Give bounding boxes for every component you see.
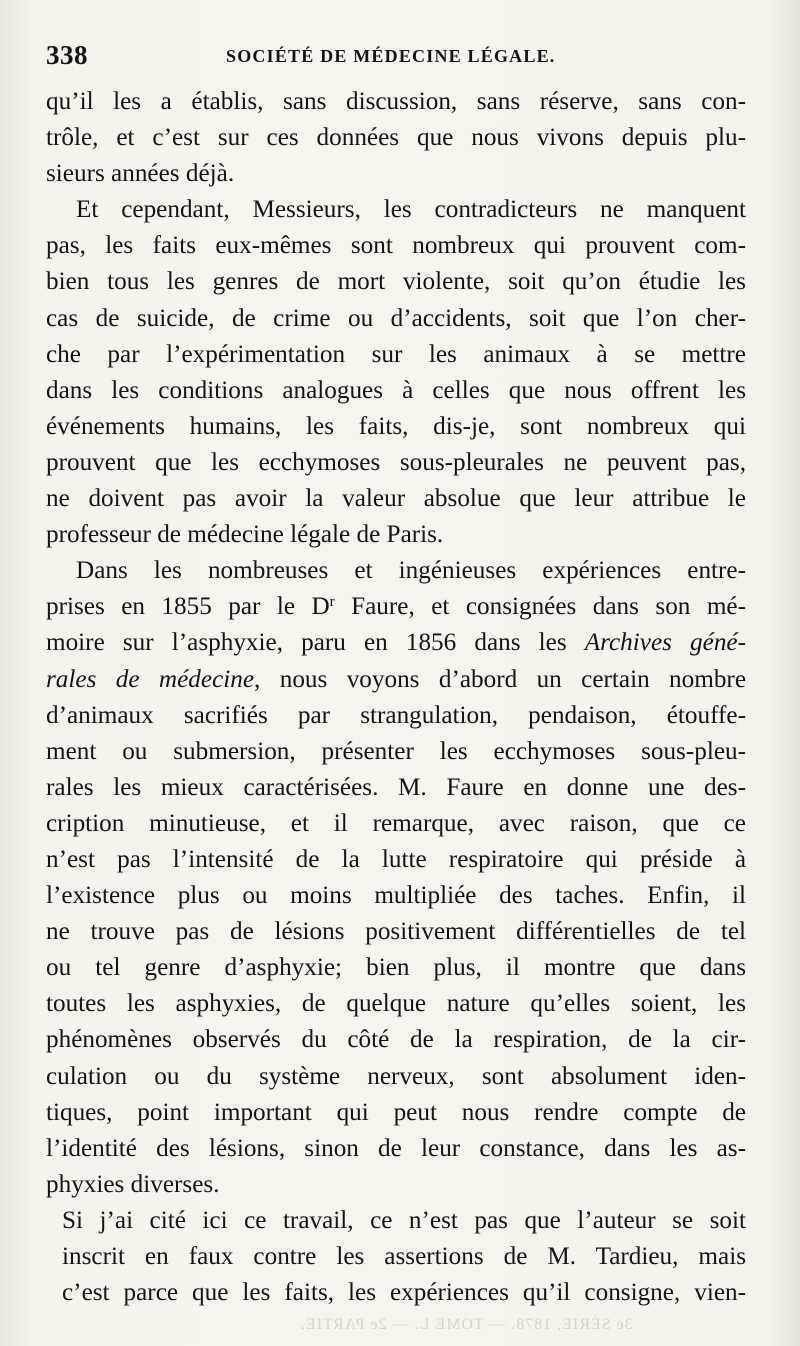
bleed-through-text: 3e SÉRIE, 1878. — TOME L. — 2e PARTIE.	[300, 1316, 633, 1333]
text-line: l’identité des lésions, sinon de leur constance, dans les as-	[46, 1134, 746, 1162]
journal-title: Archives géné-	[584, 629, 746, 657]
text-line: phénomènes observés du côté de la respiration, de la cir-	[46, 1026, 746, 1054]
text-line: cription minutieuse, et il remarque, avec raison, que ce	[46, 809, 746, 837]
paragraph-4	[46, 1203, 746, 1311]
text-line: moire sur l’asphyxie, paru en 1856 dans les Archives géné-	[46, 629, 746, 657]
paragraph-1	[46, 84, 746, 192]
body-text	[46, 84, 746, 1311]
text-line: d’animaux sacrifiés par strangulation, pendaison, étouffe-	[46, 701, 746, 729]
text-line: rales de médecine, nous voyons d’abord un certain nombre	[46, 665, 746, 693]
text-line: professeur de médecine légale de Paris.	[46, 521, 444, 549]
paragraph-3	[46, 553, 746, 1203]
journal-title: rales de médecine	[46, 665, 255, 693]
text-line: c’est parce que les faits, les expériences qu’il consigne, vien-	[62, 1279, 746, 1307]
text-line: qu’il les a établis, sans discussion, sans réserve, sans con-	[46, 88, 746, 115]
text-line: ou tel genre d’asphyxie; bien plus, il montre que dans	[46, 954, 746, 982]
text-line: Dans les nombreuses et ingénieuses expériences entre-	[76, 557, 746, 585]
text-line: che par l’expérimentation sur les animaux à se mettre	[46, 340, 746, 368]
text-line: tiques, point important qui peut nous rendre compte de	[46, 1098, 746, 1126]
running-head: SOCIÉTÉ DE MÉDECINE LÉGALE.	[226, 46, 556, 66]
text-line: événements humains, les faits, dis-je, sont nombreux qui	[46, 412, 746, 440]
text-line: phyxies diverses.	[46, 1170, 220, 1198]
text-line: prouvent que les ecchymoses sous-pleurales ne peuvent pas,	[46, 448, 746, 476]
text-line: pas, les faits eux-mêmes sont nombreux qui prouvent com-	[46, 232, 746, 260]
text-line: ne trouve pas de lésions positivement différentielles de tel	[46, 918, 746, 946]
text-line: trôle, et c’est sur ces données que nous vivons depuis plu-	[46, 124, 746, 152]
page-header	[46, 40, 732, 76]
text-line: rales les mieux caractérisées. M. Faure en donne une des-	[46, 773, 746, 801]
text-line: Et cependant, Messieurs, les contradicteurs ne manquent	[76, 196, 746, 224]
text-line: culation ou du système nerveux, sont absolument iden-	[46, 1062, 746, 1090]
text-line: l’existence plus ou moins multipliée des taches. Enfin, il	[46, 882, 746, 910]
text-line: bien tous les genres de mort violente, soit qu’on étudie les	[46, 268, 746, 296]
text-line: ne doivent pas avoir la valeur absolue que leur attribue le	[46, 485, 746, 513]
text-line: toutes les asphyxies, de quelque nature qu’elles soient, les	[46, 990, 746, 1018]
text-line: cas de suicide, de crime ou d’accidents, soit que l’on cher-	[46, 304, 746, 332]
text-line: inscrit en faux contre les assertions de M. Tardieu, mais	[62, 1243, 746, 1270]
text-line: prises en 1855 par le $D^r$ Faure, et consignées dans son mé-	[46, 593, 746, 621]
text-line: dans les conditions analogues à celles que nous offrent les	[46, 376, 746, 404]
text-line: sieurs années déjà.	[46, 160, 235, 188]
page-number: 338	[46, 40, 88, 70]
text-line: Si j’ai cité ici ce travail, ce n’est pas que l’auteur se soit	[62, 1206, 746, 1234]
text-line: n’est pas l’intensité de la lutte respiratoire qui préside à	[46, 845, 746, 873]
text-line: ment ou submersion, présenter les ecchymoses sous-pleu-	[46, 737, 746, 765]
paragraph-2	[46, 192, 746, 553]
